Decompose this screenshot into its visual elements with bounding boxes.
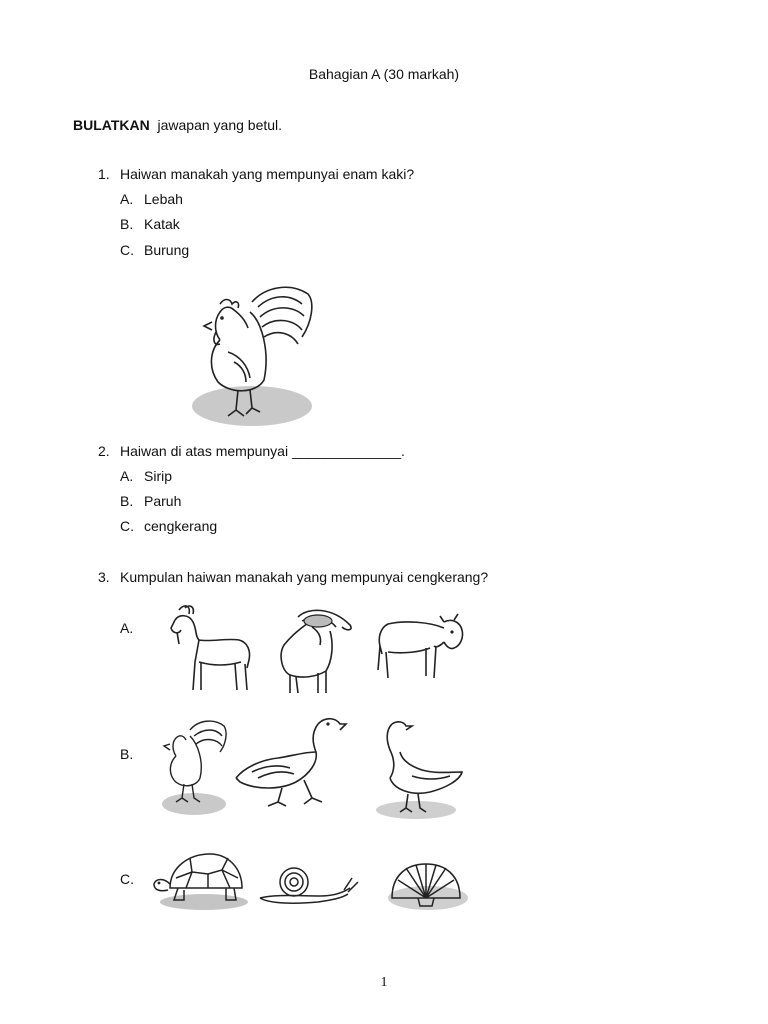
- option-2a[interactable]: A. Sirip: [120, 468, 173, 484]
- option-3c-label[interactable]: C.: [120, 871, 134, 887]
- question-2: [98, 443, 405, 459]
- option-3a-label[interactable]: A.: [120, 620, 134, 636]
- page-number: 1: [380, 975, 388, 990]
- question-number: 3.: [98, 569, 110, 585]
- question-text: Haiwan manakah yang mempunyai enam kaki?: [120, 166, 415, 182]
- option-1a[interactable]: A. Lebah: [120, 191, 183, 207]
- option-1c[interactable]: C. Burung: [120, 242, 190, 258]
- turtle-icon: [152, 848, 248, 912]
- rooster-illustration: [190, 282, 330, 430]
- question-1: [98, 166, 414, 182]
- rooster-icon: [190, 282, 330, 430]
- goat-icon: [165, 600, 257, 696]
- option-2c[interactable]: C. cengkerang: [120, 518, 218, 534]
- snail-icon: [256, 864, 360, 908]
- cow-icon: [374, 608, 466, 684]
- instruction-text: jawapan yang betul.: [157, 117, 283, 133]
- duck-icon: [232, 712, 348, 812]
- question-number: 2.: [98, 443, 110, 459]
- question-3: [98, 569, 488, 585]
- seashell-icon: [384, 858, 470, 914]
- instruction: [73, 117, 282, 133]
- option-3b-label[interactable]: B.: [120, 746, 134, 762]
- question-text: Haiwan di atas mempunyai ______________.: [120, 443, 405, 459]
- option-1b[interactable]: B. Katak: [120, 216, 180, 232]
- option-2b[interactable]: B. Paruh: [120, 493, 182, 509]
- section-title: Bahagian A (30 markah): [308, 66, 460, 82]
- goose-icon: [372, 716, 468, 820]
- instruction-bold: BULATKAN: [73, 117, 150, 133]
- rooster-icon: [158, 718, 232, 816]
- question-text: Kumpulan haiwan manakah yang mempunyai cengkerang?: [120, 569, 489, 585]
- question-number: 1.: [98, 166, 110, 182]
- buffalo-icon: [272, 605, 356, 697]
